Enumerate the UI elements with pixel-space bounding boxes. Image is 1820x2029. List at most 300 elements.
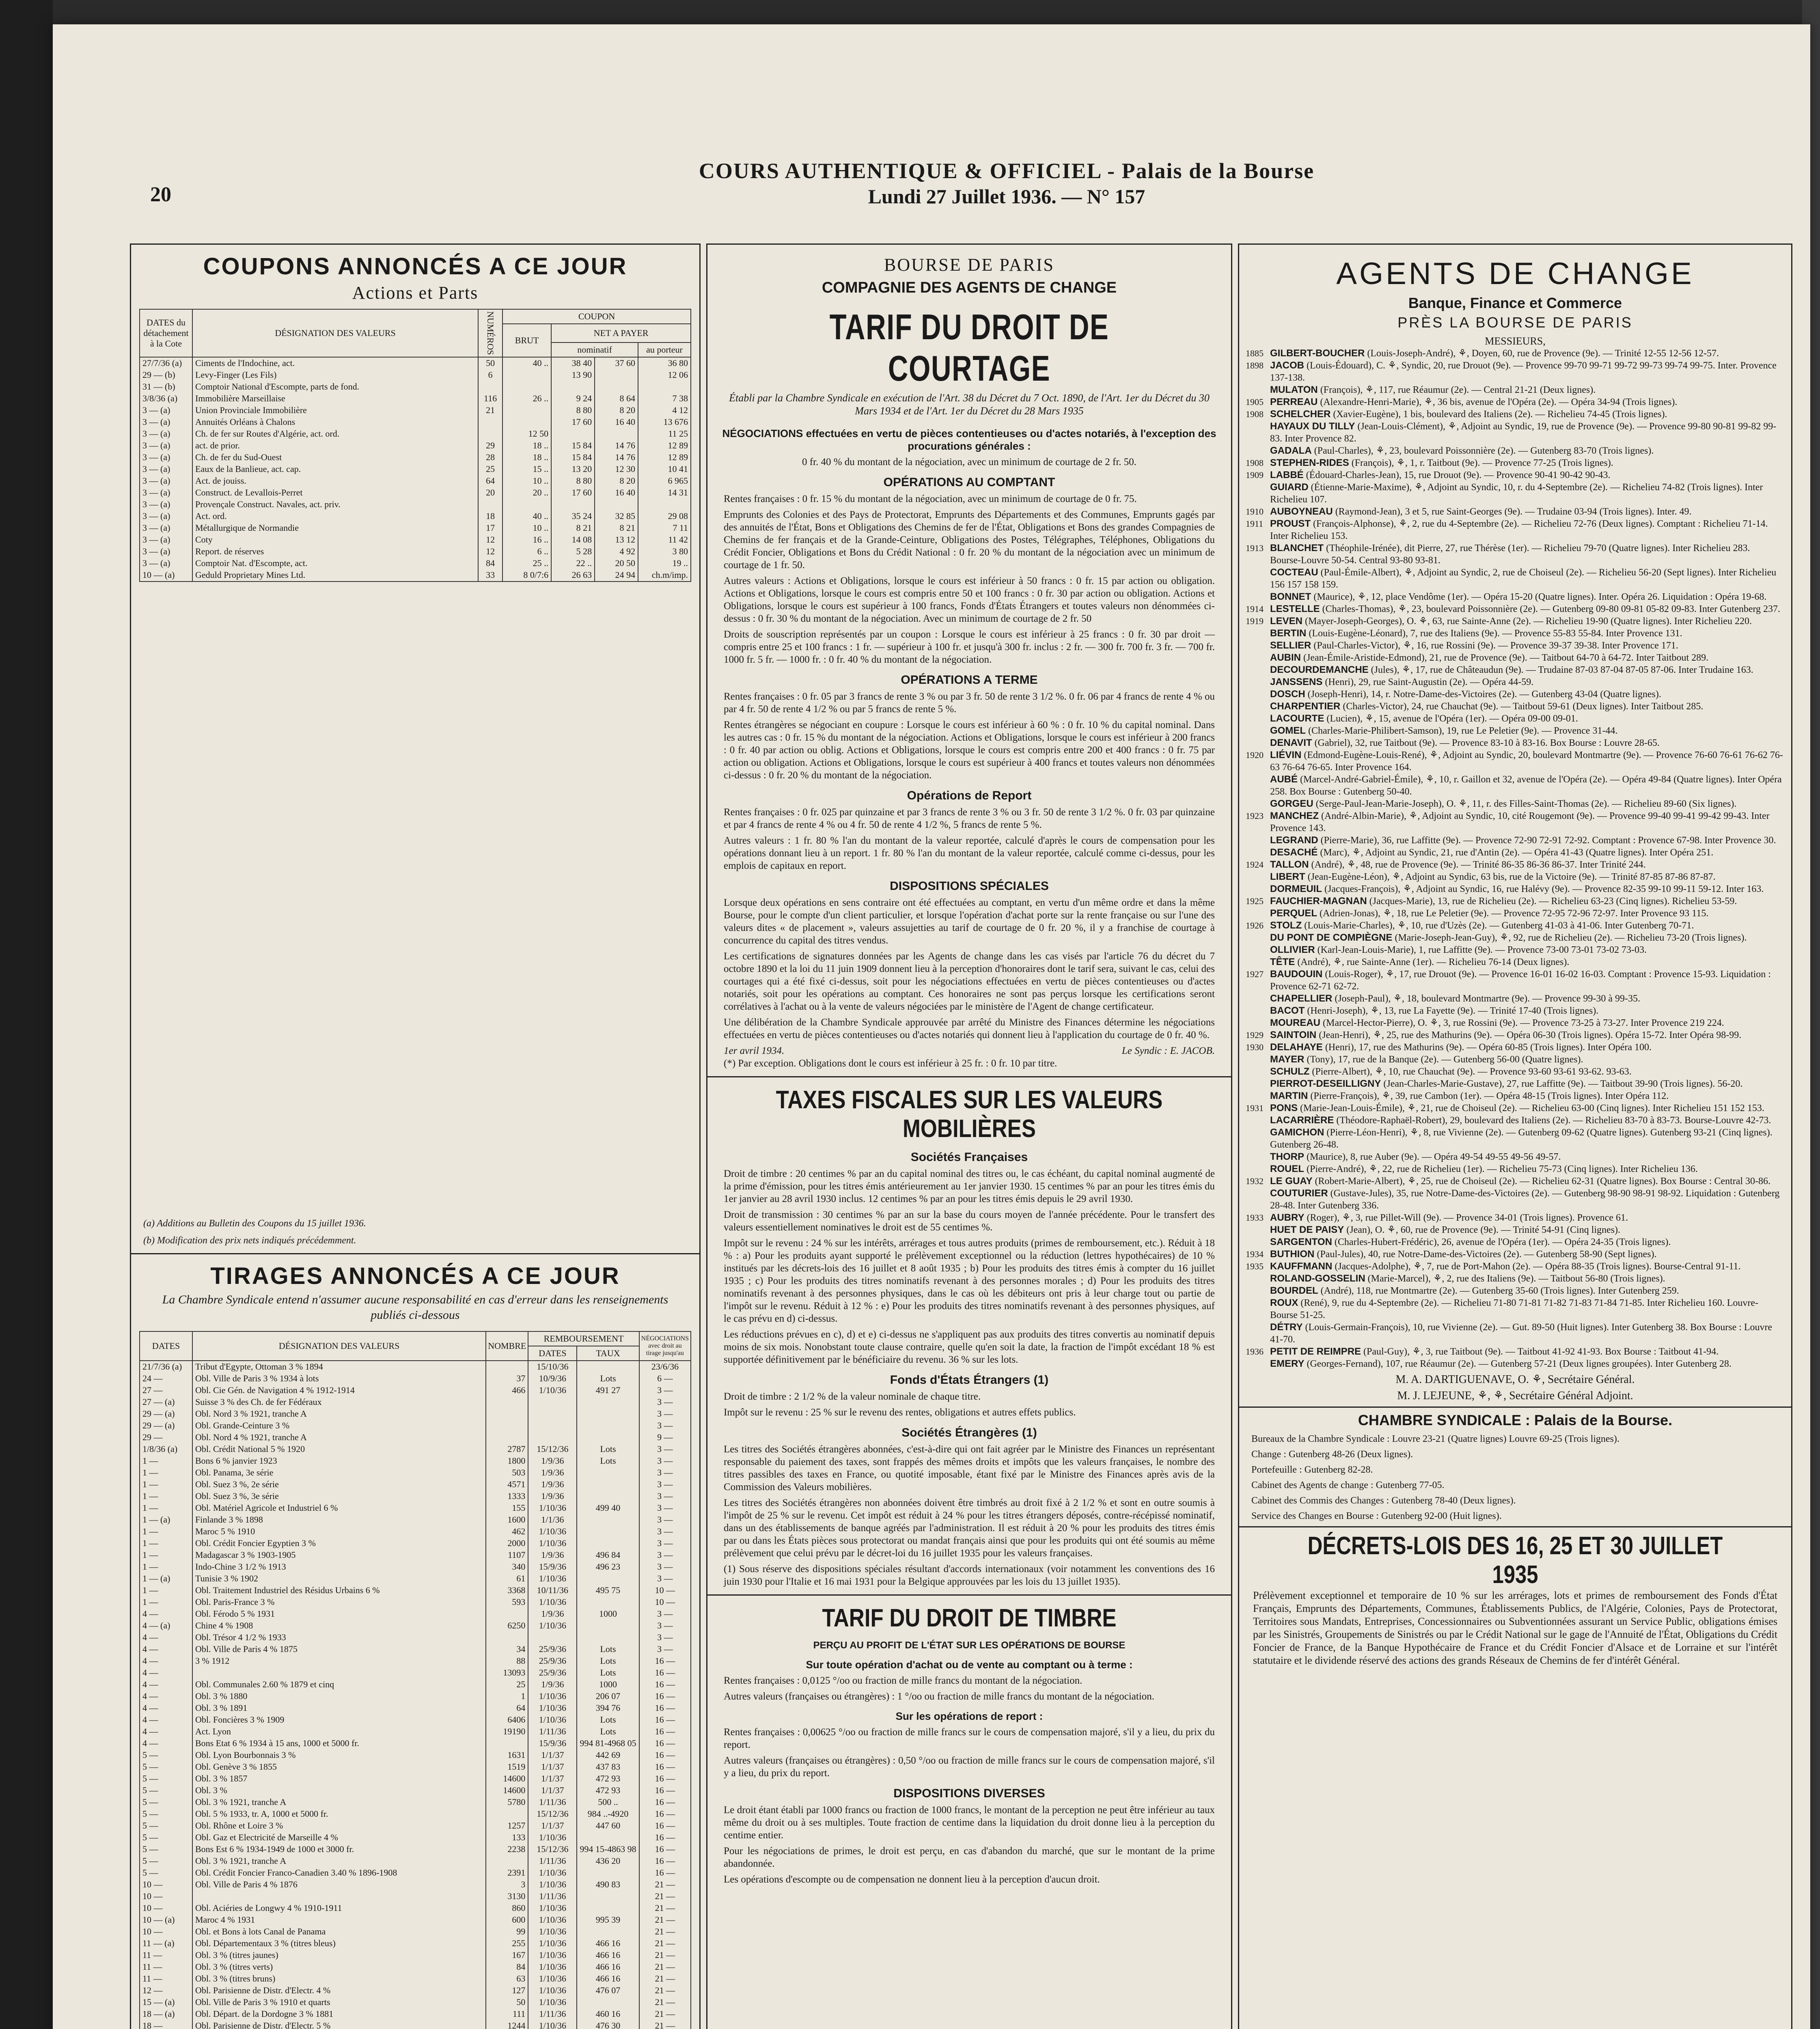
table-row bbox=[140, 1467, 691, 1479]
table-cell: Indo-Chine 3 1/2 % 1913 bbox=[192, 1561, 486, 1573]
agent-year bbox=[1246, 652, 1270, 664]
table-cell: 1/8/36 (a) bbox=[140, 1443, 192, 1455]
table-row bbox=[140, 546, 691, 558]
agent-name: DECOURDEMANCHE bbox=[1270, 664, 1369, 675]
table-cell: 16 — bbox=[639, 1832, 691, 1844]
table-cell bbox=[577, 1479, 639, 1491]
tirages-note: La Chambre Syndicale entend n'assumer aucune responsabilité en cas d'erreur dans les renseignements publiés ci-dessous bbox=[162, 1292, 668, 1322]
table-cell: Lots bbox=[577, 1655, 639, 1667]
courtage-footnote: (*) Par exception. Obligations dont le cours est inférieur à 25 fr. : 0 fr. 10 par titre. bbox=[724, 1058, 1057, 1069]
paragraph: Impôt sur le revenu : 25 % sur le revenu des rentes, obligations et autres effets publics. bbox=[724, 1407, 1076, 1418]
table-row bbox=[140, 1902, 691, 1914]
table-cell: 9 24 bbox=[551, 393, 595, 405]
agent-name: OLLIVIER bbox=[1270, 944, 1315, 955]
agent-year bbox=[1246, 627, 1270, 640]
table-cell: 40 .. bbox=[502, 510, 551, 522]
paragraph: Les réductions prévues en c), d) et e) ci-dessus ne s'appliquent pas aux produits des titres convertis au nominatif depuis moins de six mois. Nonobstant toute clause contraire, quelle qu'en soit la date, la fraction de l'impôt excédant 18 % est supportée définitivement par le bénéficiaire du revenu. 36 % sur les lots. bbox=[724, 1329, 1215, 1365]
table-cell: 466 16 bbox=[577, 1949, 639, 1961]
agent-details: (Jean-Louis-Clément), ⚘, Adjoint au Syndic, 19, rue de Provence (9e). — Provence 99-80 90-81 99-82 99-83. Inter Provence 82. bbox=[1270, 421, 1777, 444]
table-cell: 21 — bbox=[639, 1879, 691, 1891]
agent-year bbox=[1246, 481, 1270, 506]
table-cell: 11 25 bbox=[638, 428, 691, 440]
table-cell: 16 — bbox=[639, 1796, 691, 1808]
paragraph: Droit de timbre : 20 centimes % par an du capital nominal des titres ou, le cas échéant, du capital nominal augmenté de la prime d'émission, pour les titres émis antérieurement au 1er janvier 1930. 15 centimes % par an pour les titres émis du 1er janvier au 28 avril 1930 inclus. 12 centimes % par an pour les titres émis depuis le 29 avril 1930. bbox=[724, 1168, 1215, 1204]
table-cell: 12 50 bbox=[502, 428, 551, 440]
column-agents bbox=[1238, 243, 1792, 2029]
table-cell: 1 — bbox=[140, 1561, 192, 1573]
table-cell: 10 — bbox=[639, 1585, 691, 1596]
agent-text bbox=[1270, 993, 1783, 1005]
agent-details: (Charles-Hubert-Frédéric), 26, avenue de l'Opéra (1er). — Opéra 24-35 (Trois lignes). bbox=[1332, 1237, 1671, 1247]
table-cell: 21 — bbox=[639, 1926, 691, 1938]
table-cell: 1/9/36 bbox=[528, 1467, 577, 1479]
table-cell: 26 63 bbox=[551, 569, 595, 582]
agent-details: (Georges-Fernand), 107, rue Réaumur (2e). — Gutenberg 57-21 (Deux lignes groupées). Inter Gutenberg 28. bbox=[1304, 1359, 1732, 1369]
speciales-paragraphs bbox=[707, 896, 1231, 1041]
table-cell: Obl. 3 % 1891 bbox=[192, 1702, 486, 1714]
agent-year bbox=[1246, 591, 1270, 603]
agent-year: 1910 bbox=[1246, 506, 1264, 517]
table-cell: 3 — bbox=[639, 1514, 691, 1526]
table-cell: 3 — bbox=[639, 1608, 691, 1620]
table-cell: 4 92 bbox=[595, 546, 638, 558]
agent-details: (Théodore-Raphaël-Robert), 29, boulevard des Italiens (2e). — Richelieu 83-70 à 83-73. Bourse-Louvre 42-73. bbox=[1334, 1115, 1771, 1126]
agent-entry bbox=[1239, 384, 1791, 396]
paragraph: Une délibération de la Chambre Syndicale approuvée par arrêté du Ministre des Finances détermine les négociations effectuées en vertu de pièces contentieuses ou d'actes notariés qui donnent lieu à l'application du courtage de 0 fr. 40 %. bbox=[724, 1017, 1215, 1040]
table-cell: 3 % 1912 bbox=[192, 1655, 486, 1667]
agent-name: BACOT bbox=[1270, 1005, 1305, 1016]
agent-text bbox=[1270, 944, 1783, 956]
table-cell: Obl. Nord 3 % 1921, tranche A bbox=[192, 1408, 486, 1420]
table-cell: 10/9/36 bbox=[528, 1373, 577, 1385]
table-cell: 3 — (a) bbox=[140, 440, 192, 452]
table-cell bbox=[478, 499, 502, 510]
agent-entry bbox=[1239, 968, 1791, 993]
table-cell: 1 — bbox=[140, 1502, 192, 1514]
table-cell: 1/10/36 bbox=[528, 1538, 577, 1549]
agent-entry bbox=[1239, 506, 1791, 518]
agent-text bbox=[1270, 1285, 1783, 1297]
agent-details: (Henri-Joseph), ⚘, 13, rue La Fayette (9e). — Trinité 17-40 (Trois lignes). bbox=[1305, 1006, 1599, 1016]
table-cell: 61 bbox=[486, 1573, 528, 1585]
newspaper-page bbox=[53, 24, 1810, 2029]
col-numeros: NUMÉROS bbox=[478, 309, 502, 357]
agent-year bbox=[1246, 1297, 1270, 1321]
agent-details: (Louis-Édouard), C. ⚘, Syndic, 20, rue Drouot (9e). — Provence 99-70 99-71 99-72 99-73 99-74 99-75. Inter. Provence 137-138. bbox=[1270, 360, 1777, 383]
table-row bbox=[140, 1667, 691, 1679]
table-cell: 24 94 bbox=[595, 569, 638, 582]
table-cell bbox=[577, 1408, 639, 1420]
col-porteur: au porteur bbox=[638, 342, 691, 357]
agent-entry bbox=[1239, 396, 1791, 408]
table-cell: 1/10/36 bbox=[528, 1938, 577, 1949]
paragraph: Rentes françaises : 0,00625 °/oo ou fraction de mille francs sur le cours de compensation majoré, s'il y a lieu, du prix du report. bbox=[724, 1727, 1215, 1750]
table-cell: 1/10/36 bbox=[528, 1573, 577, 1585]
agent-name: MARTIN bbox=[1270, 1090, 1308, 1101]
table-cell: 4 — bbox=[140, 1738, 192, 1749]
table-cell: Tribut d'Egypte, Ottoman 3 % 1894 bbox=[192, 1361, 486, 1373]
table-cell: 3 — (a) bbox=[140, 499, 192, 510]
agent-entry bbox=[1239, 652, 1791, 664]
table-cell bbox=[595, 428, 638, 440]
agents-subtitle: Banque, Finance et Commerce bbox=[1408, 295, 1622, 311]
agent-details: (Edmond-Eugène-Louis-René), ⚘, Adjoint au Syndic, 20, boulevard Montmartre (9e). — Provence 76-60 76-61 76-62 76-63 76-64 76-65. Inter Provence 164. bbox=[1270, 750, 1783, 773]
table-cell: 29 — (b) bbox=[140, 369, 192, 381]
table-row bbox=[140, 1573, 691, 1585]
table-row bbox=[140, 1361, 691, 1373]
table-cell: 4 — bbox=[140, 1726, 192, 1738]
table-cell: 12 — bbox=[140, 1985, 192, 1997]
table-cell: Obl. Férodo 5 % 1931 bbox=[192, 1608, 486, 1620]
table-row bbox=[140, 1538, 691, 1549]
divider bbox=[707, 1594, 1231, 1596]
agent-year bbox=[1246, 420, 1270, 445]
table-cell: 12 bbox=[478, 546, 502, 558]
table-cell: Construct. de Levallois-Perret bbox=[192, 487, 478, 499]
table-row bbox=[140, 1514, 691, 1526]
table-row bbox=[140, 369, 691, 381]
agent-details: (Alexandre-Henri-Marie), ⚘, 36 bis, avenue de l'Opéra (2e). — Opéra 34-94 (Trois lignes). bbox=[1318, 397, 1678, 407]
table-cell: 3 — (a) bbox=[140, 452, 192, 463]
table-row bbox=[140, 416, 691, 428]
table-cell: 6 bbox=[478, 369, 502, 381]
agent-entry bbox=[1239, 810, 1791, 834]
terme-heading: OPÉRATIONS A TERME bbox=[901, 673, 1038, 687]
table-row bbox=[140, 1373, 691, 1385]
table-cell bbox=[551, 381, 595, 393]
agent-entry bbox=[1239, 1358, 1791, 1370]
table-cell: 16 — bbox=[639, 1855, 691, 1867]
agent-year: 1924 bbox=[1246, 859, 1264, 870]
table-cell: 8 0/7:6 bbox=[502, 569, 551, 582]
agent-entry bbox=[1239, 518, 1791, 542]
agent-year bbox=[1246, 1066, 1270, 1078]
table-cell: Obl. 3 % 1880 bbox=[192, 1691, 486, 1702]
paragraph: Le droit étant établi par 1000 francs ou fraction de 1000 francs, le montant de la perception ne peut être inférieur au taux même du droit ou à ses multiples. Toute fraction de centime dans la liquidation du droit donne lieu à la perception du centime entier. bbox=[724, 1805, 1215, 1841]
table-cell: 18 bbox=[478, 510, 502, 522]
table-cell: 3 — bbox=[639, 1620, 691, 1632]
agent-name: DENAVIT bbox=[1270, 737, 1312, 748]
agent-year: 1935 bbox=[1246, 1261, 1264, 1271]
table-cell: 3 — bbox=[639, 1455, 691, 1467]
table-cell: Madagascar 3 % 1903-1905 bbox=[192, 1549, 486, 1561]
agent-name: JACOB bbox=[1270, 360, 1305, 371]
societes-etr-heading: Sociétés Étrangères (1) bbox=[901, 1426, 1037, 1439]
table-cell: Levy-Finger (Les Fils) bbox=[192, 369, 478, 381]
table-cell: 5 — bbox=[140, 1773, 192, 1785]
table-cell: 20 bbox=[478, 487, 502, 499]
agent-entry bbox=[1239, 1297, 1791, 1321]
table-cell: 18 — (a) bbox=[140, 2008, 192, 2020]
agent-text bbox=[1270, 627, 1783, 640]
agent-details: (Jules), ⚘, 17, rue de Châteaudun (9e). — Trudaine 87-03 87-04 87-05 87-06. Inter Trudaine 163. bbox=[1368, 665, 1753, 675]
table-cell: Bons 6 % janvier 1923 bbox=[192, 1455, 486, 1467]
table-cell: 4 — bbox=[140, 1714, 192, 1726]
agent-text bbox=[1270, 932, 1783, 944]
table-row bbox=[140, 487, 691, 499]
agent-text bbox=[1270, 1041, 1783, 1053]
table-row bbox=[140, 1820, 691, 1832]
table-cell: 8 80 bbox=[551, 405, 595, 416]
table-cell: 340 bbox=[486, 1561, 528, 1573]
table-row bbox=[140, 1773, 691, 1785]
agent-details: (Pierre-André), ⚘, 22, rue de Richelieu (1er). — Richelieu 75-73 (Cinq lignes). Inter Richelieu 136. bbox=[1304, 1164, 1698, 1174]
agent-entry bbox=[1239, 1187, 1791, 1212]
table-cell: 6 965 bbox=[638, 475, 691, 487]
table-cell: 17 60 bbox=[551, 487, 595, 499]
agent-name: PROUST bbox=[1270, 518, 1311, 529]
agent-name: PERREAU bbox=[1270, 396, 1318, 407]
agent-details: (Charles-Thomas), ⚘, 23, boulevard Poissonnière (2e). — Gutenberg 09-80 09-81 05-82 09-83. Inter Gutenberg 237. bbox=[1320, 604, 1781, 614]
paragraph: Service des Changes en Bourse : Gutenberg 92-00 (Huit lignes). bbox=[1251, 1511, 1502, 1521]
agent-year: 1929 bbox=[1246, 1030, 1264, 1040]
table-cell: Ch. de fer du Sud-Ouest bbox=[192, 452, 478, 463]
agent-text bbox=[1270, 603, 1783, 615]
table-cell: 16 — bbox=[639, 1773, 691, 1785]
agent-entry bbox=[1239, 1236, 1791, 1248]
table-cell: 491 27 bbox=[577, 1385, 639, 1396]
table-cell: 3 — bbox=[639, 1385, 691, 1396]
timbre-report-paragraphs bbox=[707, 1726, 1231, 1779]
table-cell: Obl. 3 % 1921, tranche A bbox=[192, 1796, 486, 1808]
table-row bbox=[140, 1502, 691, 1514]
table-cell: 15 84 bbox=[551, 440, 595, 452]
col-t-designation: DÉSIGNATION DES VALEURS bbox=[192, 1331, 486, 1361]
agent-year bbox=[1246, 445, 1270, 457]
agent-text bbox=[1270, 591, 1783, 603]
table-cell: 16 — bbox=[639, 1714, 691, 1726]
agent-entry bbox=[1239, 408, 1791, 420]
table-row bbox=[140, 1526, 691, 1538]
agent-entry bbox=[1239, 1346, 1791, 1358]
table-cell bbox=[528, 1632, 577, 1643]
agent-year bbox=[1246, 956, 1270, 968]
table-cell: 1/9/36 bbox=[528, 1608, 577, 1620]
timbre-subtitle: PERÇU AU PROFIT DE L'ÉTAT SUR LES OPÉRATIONS DE BOURSE bbox=[813, 1640, 1126, 1651]
table-cell: 995 39 bbox=[577, 1914, 639, 1926]
table-cell: 466 16 bbox=[577, 1961, 639, 1973]
table-cell: 1800 bbox=[486, 1455, 528, 1467]
agent-details: (Paul-Guy), ⚘, 3, rue Taitbout (9e). — Taitbout 41-92 41-93. Box Bourse : Taitbout 41-94. bbox=[1361, 1346, 1719, 1357]
table-row bbox=[140, 1891, 691, 1902]
agent-entry bbox=[1239, 615, 1791, 627]
table-cell: Obl. Parisienne de Distr. d'Electr. 5 % bbox=[192, 2020, 486, 2029]
table-cell: 15/9/36 bbox=[528, 1561, 577, 1573]
table-cell: 13 90 bbox=[551, 369, 595, 381]
table-cell: 1 bbox=[486, 1691, 528, 1702]
table-cell: 21 bbox=[478, 405, 502, 416]
table-cell: 133 bbox=[486, 1832, 528, 1844]
agent-text bbox=[1270, 1102, 1783, 1114]
signature: Le Syndic : E. JACOB. bbox=[1121, 1045, 1215, 1056]
table-cell bbox=[577, 1620, 639, 1632]
table-cell: 460 16 bbox=[577, 2008, 639, 2020]
table-cell: 3 — bbox=[639, 1420, 691, 1432]
agent-entry bbox=[1239, 457, 1791, 469]
table-cell: 206 07 bbox=[577, 1691, 639, 1702]
table-cell: 14600 bbox=[486, 1773, 528, 1785]
agent-entry bbox=[1239, 640, 1791, 652]
agent-year bbox=[1246, 700, 1270, 713]
tirages-table bbox=[139, 1331, 691, 2029]
table-cell bbox=[528, 1408, 577, 1420]
agent-text bbox=[1270, 360, 1783, 384]
table-row bbox=[140, 534, 691, 546]
table-cell bbox=[638, 499, 691, 510]
table-row bbox=[140, 357, 691, 369]
agent-details: (Édouard-Charles-Jean), 15, rue Drouot (9e). — Provence 90-41 90-42 90-43. bbox=[1303, 470, 1611, 480]
table-cell: Tunisie 3 % 1902 bbox=[192, 1573, 486, 1585]
table-row bbox=[140, 1726, 691, 1738]
table-cell: 466 bbox=[486, 1385, 528, 1396]
agent-text bbox=[1270, 396, 1783, 408]
table-cell: 4571 bbox=[486, 1479, 528, 1491]
agent-year bbox=[1246, 871, 1270, 883]
agent-name: ROLAND-GOSSELIN bbox=[1270, 1273, 1365, 1284]
agent-entry bbox=[1239, 481, 1791, 506]
table-cell: 1 — bbox=[140, 1479, 192, 1491]
paragraph: (1) Sous réserve des dispositions spéciales résultant d'accords internationaux (voir notamment les conventions des 16 juin 1930 pour l'Italie et 16 mai 1931 pour la Belgique approuvées par les lois du 13 juillet 1935). bbox=[724, 1564, 1215, 1587]
comptant-paragraphs bbox=[707, 493, 1231, 666]
agent-text bbox=[1270, 1346, 1783, 1358]
table-cell: 21 — bbox=[639, 1973, 691, 1985]
table-row bbox=[140, 1808, 691, 1820]
table-cell: Eaux de la Banlieue, act. cap. bbox=[192, 463, 478, 475]
agent-text bbox=[1270, 749, 1783, 773]
francaises-heading: Sociétés Françaises bbox=[910, 1150, 1028, 1164]
table-cell: Obl. Suez 3 %, 2e série bbox=[192, 1479, 486, 1491]
agent-name: LIÉVIN bbox=[1270, 750, 1302, 760]
table-cell: 9 — bbox=[639, 1432, 691, 1443]
paragraph: Bureaux de la Chambre Syndicale : Louvre 23-21 (Quatre lignes) Louvre 69-25 (Trois lignes). bbox=[1251, 1434, 1619, 1444]
table-cell: 12 06 bbox=[638, 369, 691, 381]
comptant-heading: OPÉRATIONS AU COMPTANT bbox=[883, 476, 1055, 489]
page-header bbox=[53, 134, 1810, 207]
agent-text bbox=[1270, 615, 1783, 627]
table-cell: 16 — bbox=[639, 1655, 691, 1667]
scanner-edge bbox=[0, 0, 53, 2029]
table-cell: 7 11 bbox=[638, 522, 691, 534]
table-cell: 3 — (a) bbox=[140, 487, 192, 499]
agent-name: LESTELLE bbox=[1270, 603, 1320, 614]
table-cell: Obl. 3 % 1921, tranche A bbox=[192, 1855, 486, 1867]
agent-text bbox=[1270, 1273, 1783, 1285]
agent-details: (Jean-Henri), ⚘, 25, rue des Mathurins (9e). — Opéra 06-30 (Trois lignes). Opéra 15-72. Inter Opéra 98-99. bbox=[1316, 1030, 1742, 1040]
agent-name: GORGEU bbox=[1270, 798, 1313, 809]
table-cell: 13 12 bbox=[595, 534, 638, 546]
agent-year: 1885 bbox=[1246, 348, 1264, 358]
agent-details: (Paul-Jules), 40, rue Notre-Dame-des-Victoires (2e). — Gutenberg 58-90 (Sept lignes). bbox=[1314, 1249, 1657, 1260]
agent-text bbox=[1270, 518, 1783, 542]
table-cell: 1/10/36 bbox=[528, 1385, 577, 1396]
table-cell: Annuités Orléans à Chalons bbox=[192, 416, 478, 428]
table-cell: Obl. Ville de Paris 3 % 1910 et quarts bbox=[192, 1997, 486, 2008]
table-row bbox=[140, 452, 691, 463]
table-cell: 3 — bbox=[639, 1491, 691, 1502]
table-cell: Bons Etat 6 % 1934 à 15 ans, 1000 et 5000 fr. bbox=[192, 1738, 486, 1749]
agent-year bbox=[1246, 1151, 1270, 1163]
table-cell: 63 bbox=[486, 1973, 528, 1985]
agent-year bbox=[1246, 1224, 1270, 1236]
table-cell: 25 bbox=[478, 463, 502, 475]
agent-year bbox=[1246, 1078, 1270, 1090]
francaises-paragraphs bbox=[707, 1167, 1231, 1366]
table-cell: Geduld Proprietary Mines Ltd. bbox=[192, 569, 478, 582]
table-cell: 18 .. bbox=[502, 440, 551, 452]
table-cell: 99 bbox=[486, 1926, 528, 1938]
table-cell: 17 60 bbox=[551, 416, 595, 428]
agent-entry bbox=[1239, 932, 1791, 944]
agent-text bbox=[1270, 1114, 1783, 1127]
table-cell: 24 — bbox=[140, 1373, 192, 1385]
table-cell: 40 .. bbox=[502, 357, 551, 369]
table-cell: 2000 bbox=[486, 1538, 528, 1549]
agent-details: (Gabriel), 32, rue Taitbout (9e). — Provence 83-10 à 83-16. Box Bourse : Louvre 28-65. bbox=[1312, 738, 1660, 748]
table-cell bbox=[486, 1408, 528, 1420]
table-cell: Obl. Ville de Paris 4 % 1876 bbox=[192, 1879, 486, 1891]
agent-details: (Louis-Germain-François), 10, rue Vivienne (2e). — Gut. 89-50 (Huit lignes). Inter Gutenberg 38. Box Bourse : Louvre 41-70. bbox=[1270, 1322, 1773, 1345]
table-cell: 4 — bbox=[140, 1632, 192, 1643]
agent-name: BOURDEL bbox=[1270, 1285, 1318, 1296]
table-cell bbox=[486, 1808, 528, 1820]
table-cell: 3 — (a) bbox=[140, 416, 192, 428]
table-cell: 84 bbox=[478, 558, 502, 569]
agent-entry bbox=[1239, 798, 1791, 810]
agent-year bbox=[1246, 993, 1270, 1005]
table-cell: 3 80 bbox=[638, 546, 691, 558]
table-cell: 1/10/36 bbox=[528, 1926, 577, 1938]
agent-text bbox=[1270, 956, 1783, 968]
table-cell bbox=[486, 1361, 528, 1373]
table-cell: Report. de réserves bbox=[192, 546, 478, 558]
table-cell: Obl. 3 % (titres bruns) bbox=[192, 1973, 486, 1985]
paragraph: Rentes étrangères se négociant en coupure : Lorsque le cours est inférieur à 60 % : 0 fr. 10 % du capital nominal. Dans les autres cas : 0 fr. 15 % du montant de la négociation. Actions et Obligations, lorsque le cours est inférieur à 200 francs : 0 fr. 40 par action ou oblig. Actions et Obligations, lorsque le cours est compris entre 200 et 400 francs : 0 fr. 75 par action ou obligation. Actions et Obligations, lorsque le cours est supérieur à 400 francs et toutes valeurs non dénommées ci-dessus : 0 fr. 20 % du montant de la négociation. bbox=[724, 719, 1215, 781]
table-cell: Lots bbox=[577, 1443, 639, 1455]
table-cell: 25/9/36 bbox=[528, 1655, 577, 1667]
agent-year bbox=[1246, 725, 1270, 737]
table-cell: 4 — bbox=[140, 1691, 192, 1702]
agent-name: GADALA bbox=[1270, 445, 1312, 456]
table-cell: 1/10/36 bbox=[528, 1691, 577, 1702]
agent-text bbox=[1270, 1321, 1783, 1346]
table-cell: 1000 bbox=[577, 1679, 639, 1691]
agent-text bbox=[1270, 1127, 1783, 1151]
table-cell: Obl. Suez 3 %, 3e série bbox=[192, 1491, 486, 1502]
agent-name: KAUFFMANN bbox=[1270, 1261, 1333, 1272]
table-row bbox=[140, 1938, 691, 1949]
table-cell: 5 — bbox=[140, 1749, 192, 1761]
table-cell: 1 — bbox=[140, 1596, 192, 1608]
paragraph: Impôt sur le revenu : 24 % sur les intérêts, arrérages et tous autres produits (primes de remboursement, etc.). Réduit à 18 % : a) Pour les produits ayant supporté le prélèvement exceptionnel ou la réduction (lettres hypothécaires) de 10 % institués par les décrets-lois des 16 juillet et 8 août 1935 ; b) Pour les produits des titres émis à compter du 16 juillet 1935 ; c) Pour les produits des titres nominatifs revenant à des personnes morales ; d) Pour les produits des titres nominatifs revenant à des personnes physiques, dans le cas où les débiteurs ont pris à leur charge tout ou partie de l'impôt sur le revenu. Réduit à 12 % : e) Pour les produits des titres nominatifs revenant à des personnes physiques, auf le cas prévu en d) ci-dessus. bbox=[724, 1238, 1215, 1324]
agent-text bbox=[1270, 347, 1783, 360]
table-row bbox=[140, 1620, 691, 1632]
table-cell: 27 — (a) bbox=[140, 1396, 192, 1408]
agent-text bbox=[1270, 676, 1783, 688]
table-cell: 499 40 bbox=[577, 1502, 639, 1514]
agent-entry bbox=[1239, 737, 1791, 749]
table-cell: 10 41 bbox=[638, 463, 691, 475]
table-cell bbox=[577, 1491, 639, 1502]
agent-text bbox=[1270, 640, 1783, 652]
table-cell: 8 20 bbox=[595, 405, 638, 416]
agent-year bbox=[1246, 834, 1270, 846]
table-cell bbox=[502, 405, 551, 416]
table-cell: 19190 bbox=[486, 1726, 528, 1738]
table-cell: 21 — bbox=[639, 1997, 691, 2008]
table-cell: Obl. Nord 4 % 1921, tranche A bbox=[192, 1432, 486, 1443]
courtage-signature-row bbox=[707, 1045, 1231, 1057]
agent-name: FAUCHIER-MAGNAN bbox=[1270, 896, 1367, 907]
